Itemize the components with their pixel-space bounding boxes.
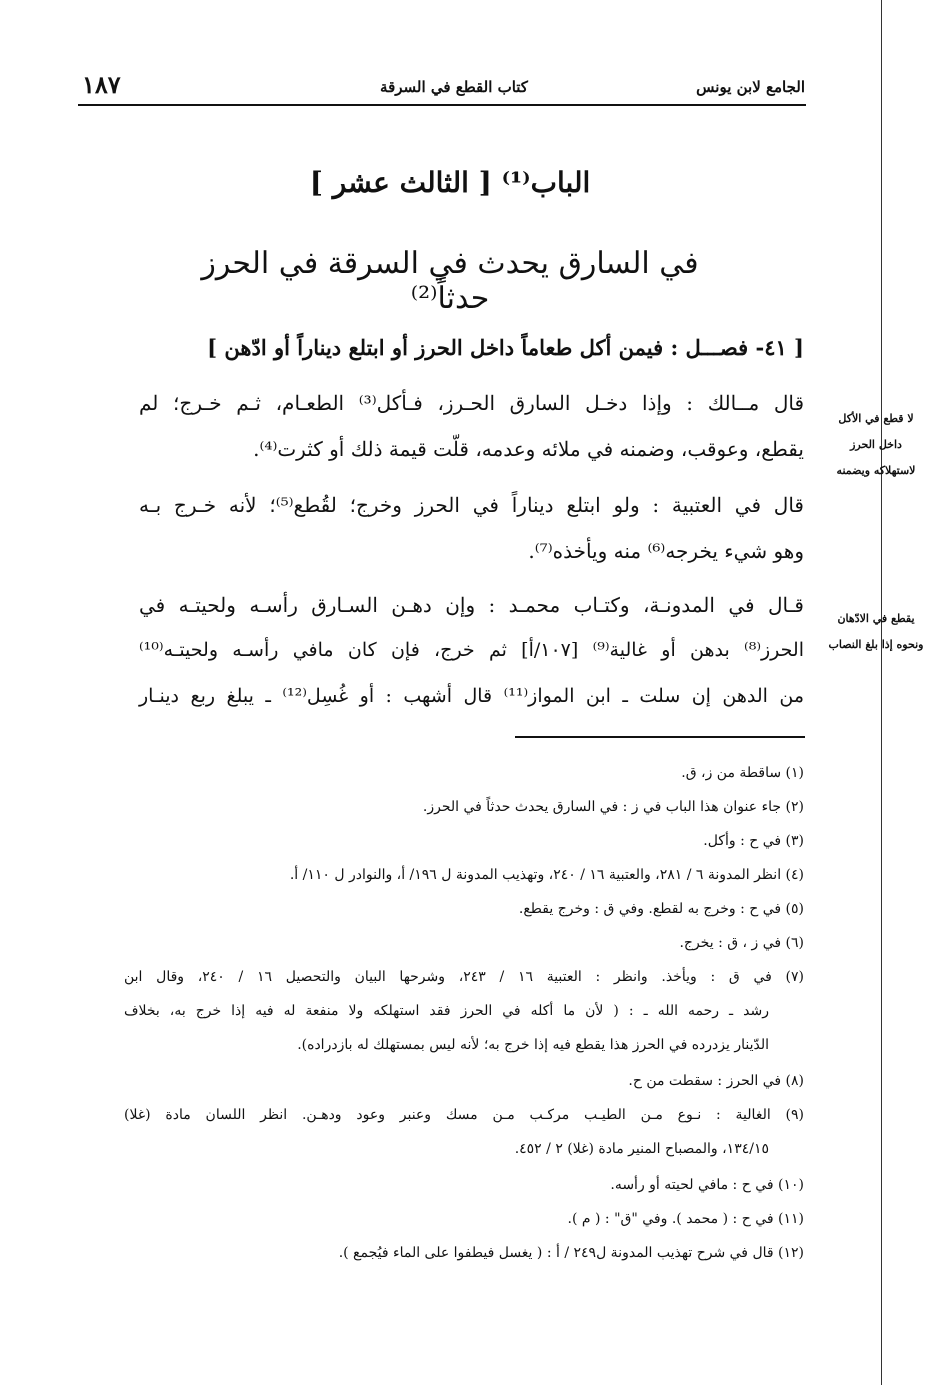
book-title-header: الجامع لابن يونس <box>696 78 805 96</box>
section-heading: [ ٤١- فصـــل : فيمن أكل طعاماً داخل الحرز أو ابتلع ديناراً أو ادّهن ] <box>207 335 804 360</box>
footnote: (٩) الغالية : نـوع مـن الطيـب مركـب مـن مسك وعنبر وعود ودهـن. انظر اللسان مادة (غلا) <box>124 1107 804 1123</box>
side-note-line: داخل الحرز <box>850 438 902 451</box>
side-note <box>816 606 936 658</box>
margin-rule <box>881 0 882 1385</box>
paragraph-line: الحرز⁽⁸⁾ بدهن أو غالية⁽⁹⁾ [١٠٧/أ] ثم خرج، فإن كان مافي رأسـه ولحيتـه⁽¹⁰⁾ <box>139 639 804 661</box>
footnote: (٨) في الحرز : سقطت من ح. <box>628 1073 804 1089</box>
footnote: (٢) جاء عنوان هذا الباب في ز : في السارق يحدث حدثاً في الحرز. <box>422 799 804 815</box>
paragraph-line: قـال في المدونـة، وكتـاب محمـد : وإن دهـن السـارق رأسـه ولحيتـه في <box>139 593 804 617</box>
chapter-subtitle: في السارق يحدث في السرقة في الحرز حدثاً⁽²⁾ <box>201 246 699 316</box>
chapter-title: الباب⁽¹⁾ [ الثالث عشر ] <box>309 166 591 199</box>
footnote: (٣) في ح : وأكل. <box>703 833 804 849</box>
footnote-continuation: ١٣٤/١٥، والمصباح المنير مادة (غلا) ٢ / ٤٥٢. <box>514 1141 769 1157</box>
paragraph-line: وهو شيء يخرجه⁽⁶⁾ منه ويأخذه⁽⁷⁾. <box>528 539 804 563</box>
footnote: (٦) في ز ، ق : يخرج. <box>679 935 804 951</box>
footnote-continuation: الدّينار يزدرده في الحرز هذا يقطع فيه إذا خرج به؛ لأنه ليس بمستهلك له بازدراده). <box>297 1037 769 1053</box>
paragraph-line: يقطع، وعوقب، وضمنه في ملائه وعدمه، قلّت قيمة ذلك أو كثرت⁽⁴⁾. <box>253 437 804 461</box>
footnote: (١) ساقطة من ز، ق. <box>681 765 804 781</box>
side-note-line: لا قطع في الأكل <box>838 412 914 425</box>
footnote: (١٠) في ح : مافي لحيته أو رأسه. <box>610 1177 804 1193</box>
side-note-line: لاستهلاكه ويضمنه <box>836 464 916 477</box>
paragraph-line: قال في العتبية : ولو ابتلع ديناراً في الحرز وخرج؛ لقُطع⁽⁵⁾؛ لأنه خـرج بـه <box>139 493 804 517</box>
footnote: (٧) في ق : ويأخذ. وانظر : العتبية ١٦ / ٢٤٣، وشرحها البيان والتحصيل ١٦ / ٢٤٠، وقال ابن <box>124 969 804 985</box>
footnote: (١٢) قال في شرح تهذيب المدونة ل٢٤٩ / أ : ( يغسل فيطفوا على الماء فيُجمع ). <box>338 1245 804 1261</box>
page-number: ١٨٧ <box>82 70 121 99</box>
header-rule <box>78 104 806 106</box>
paragraph-line: قال مــالك : وإذا دخـل السارق الحـرز، فـأكل⁽³⁾ الطعـام، ثـم خـرج؛ لم <box>139 391 804 415</box>
footnote: (٤) انظر المدونة ٦ / ٢٨١، والعتبية ١٦ / ٢٤٠، وتهذيب المدونة ل ١٩٦/ أ، والنوادر ل ١١٠/ أ. <box>289 867 804 883</box>
footnote-continuation: رشد ـ رحمه الله ـ : ( لأن ما أكله في الحرز فقد استهلكه ولا منفعة له فيه إذا خرج به، بخلاف <box>124 1003 769 1019</box>
side-note <box>816 406 936 484</box>
side-note-line: يقطع في الادّهان <box>837 612 915 625</box>
side-note-line: ونحوه إذا بلغ النصاب <box>828 638 924 651</box>
footnote-rule <box>515 736 805 738</box>
footnote: (٥) في ح : وخرج به لقطع. وفي ق : وخرج يقطع. <box>518 901 804 917</box>
paragraph-line: من الدهن إن سلت ـ ابن المواز⁽¹¹⁾ قال أشهب : أو غُسِل⁽¹²⁾ ـ يبلغ ربع دينـار <box>139 685 805 707</box>
footnote: (١١) في ح : ( محمد ). وفي "ق" : ( م ). <box>567 1211 804 1227</box>
book-section-header: كتاب القطع في السرقة <box>380 78 528 96</box>
